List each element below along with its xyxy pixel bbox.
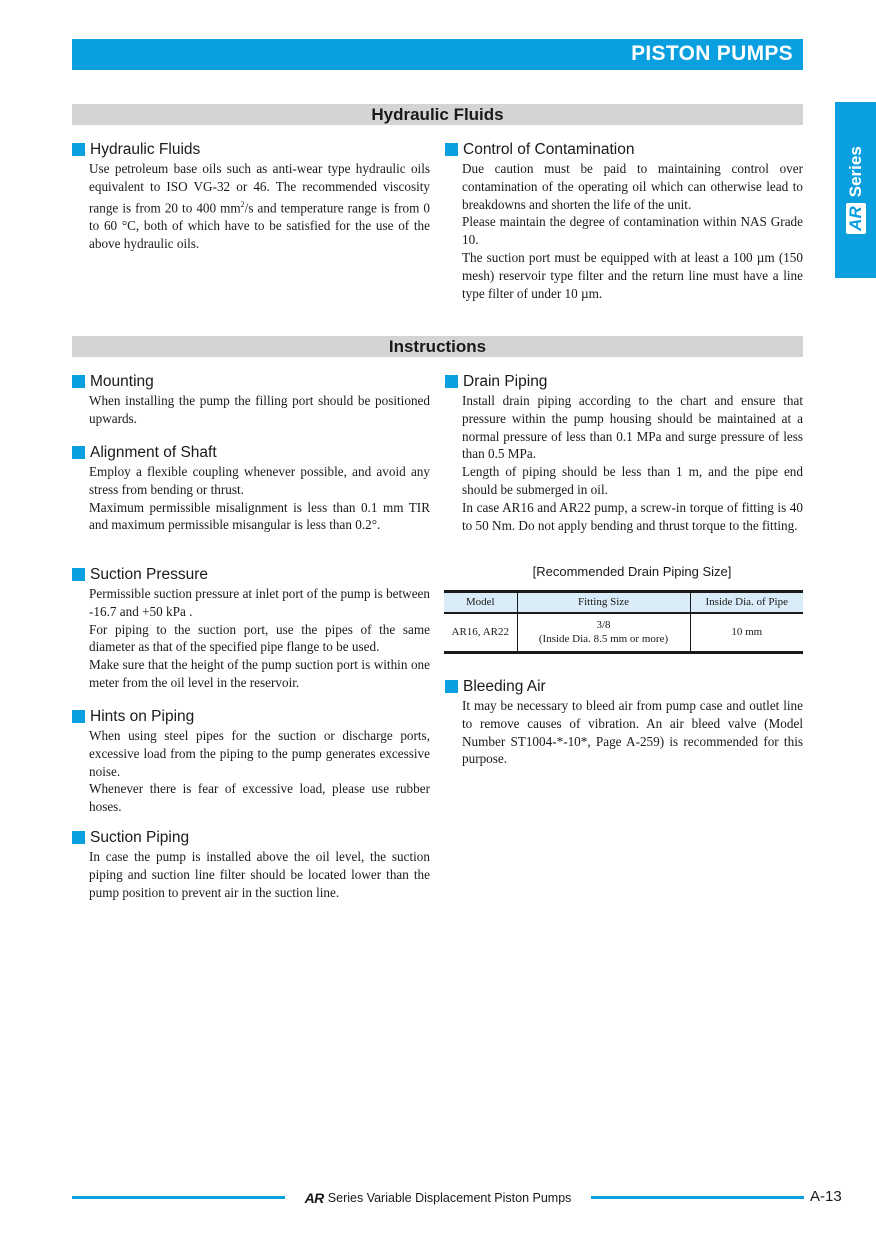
column-header-fitting-size: Fitting Size	[517, 592, 690, 613]
header-bar	[72, 39, 803, 70]
page-number: A-13	[810, 1188, 842, 1205]
paragraph: Make sure that the height of the pump suction port is within one meter from the oil level in the reservoir.	[89, 657, 430, 690]
block-title: Suction Pressure	[72, 565, 430, 584]
paragraph: Permissible suction pressure at inlet port of the pump is between -16.7 and +50 kPa .	[89, 586, 430, 619]
square-bullet-icon	[445, 680, 458, 693]
square-bullet-icon	[445, 143, 458, 156]
square-bullet-icon	[445, 375, 458, 388]
table-header-row	[444, 592, 803, 613]
series-label: Series	[845, 146, 865, 198]
square-bullet-icon	[72, 143, 85, 156]
square-bullet-icon	[72, 710, 85, 723]
square-bullet-icon	[72, 375, 85, 388]
footer-rule-right	[591, 1196, 804, 1199]
suction-pressure-block	[72, 565, 430, 692]
block-title: Bleeding Air	[445, 677, 803, 696]
contamination-block	[445, 140, 803, 302]
table-row	[444, 613, 803, 653]
block-title: Hints on Piping	[72, 707, 430, 726]
paragraph: In case the pump is installed above the oil level, the suction piping and suction line filter should be located lower than the pump position to prevent air in the suction line.	[89, 849, 430, 900]
cell-fitting-size: 3/8 (Inside Dia. 8.5 mm or more)	[517, 613, 690, 653]
hydraulic-fluids-block	[72, 140, 430, 252]
series-side-tab	[835, 102, 876, 278]
block-title: Suction Piping	[72, 828, 430, 847]
ar-logo: AR	[304, 1190, 324, 1206]
paragraph: Maximum permissible misalignment is less than 0.1 mm TIR and maximum permissible misangular is less than 0.2°.	[89, 499, 430, 533]
block-title: Hydraulic Fluids	[72, 140, 430, 159]
paragraph: Whenever there is fear of excessive load, please use rubber hoses.	[89, 781, 430, 815]
square-bullet-icon	[72, 568, 85, 581]
footer-text: Series Variable Displacement Piston Pumps	[327, 1191, 572, 1205]
block-title: Alignment of Shaft	[72, 443, 430, 462]
paragraph: Employ a flexible coupling whenever possible, and avoid any stress from bending or thrust.	[89, 464, 430, 497]
paragraph: In case AR16 and AR22 pump, a screw-in torque of fitting is 40 to 50 Nm. Do not apply bending and thrust torque to the fitting.	[462, 499, 803, 533]
paragraph: Install drain piping according to the chart and ensure that pressure within the pump housing should be maintained at a normal pressure of less than 0.1 MPa and surge pressure of less than 0.5 MPa.	[462, 393, 803, 462]
paragraph: For piping to the suction port, use the pipes of the same diameter as that of the specified pipe flange to be used.	[89, 621, 430, 655]
paragraph: The suction port must be equipped with at least a 100 µm (150 mesh) reservoir type filter and the return line must have a line type filter of under 10 µm.	[462, 249, 803, 301]
paragraph: It may be necessary to bleed air from pump case and outlet line to remove causes of vibration. An air bleed valve (Model Number ST1004-*-10*, Page A-259) is recommended for this purpose.	[462, 698, 803, 767]
paragraph: Length of piping should be less than 1 m, and the pipe end should be submerged in oil.	[462, 464, 803, 497]
footer-rule-left	[72, 1196, 285, 1199]
paragraph: Please maintain the degree of contamination within NAS Grade 10.	[462, 214, 803, 248]
mounting-block	[72, 372, 430, 428]
block-title: Mounting	[72, 372, 430, 391]
column-header-model: Model	[444, 592, 517, 613]
alignment-block	[72, 443, 430, 534]
block-title: Drain Piping	[445, 372, 803, 391]
cell-inside-dia: 10 mm	[690, 613, 803, 653]
section-heading-instructions: Instructions	[72, 336, 803, 357]
hints-on-piping-block	[72, 707, 430, 816]
paragraph: When using steel pipes for the suction or discharge ports, excessive load from the piping to the pump generates excessive noise.	[89, 728, 430, 779]
footer-caption	[287, 1190, 589, 1206]
bleeding-air-block	[445, 677, 803, 768]
table-caption: [Recommended Drain Piping Size]	[532, 564, 732, 579]
paragraph: Due caution must be paid to maintaining control over contamination of the operating oil which can otherwise lead to breakdowns and shorten the life of the unit.	[462, 161, 803, 212]
column-header-inside-dia: Inside Dia. of Pipe	[690, 592, 803, 613]
page-title: PISTON PUMPS	[631, 42, 793, 65]
block-title: Control of Contamination	[445, 140, 803, 159]
paragraph: When installing the pump the filling port should be positioned upwards.	[89, 393, 430, 426]
suction-piping-block	[72, 828, 430, 901]
cell-model: AR16, AR22	[444, 613, 517, 653]
drain-piping-table	[444, 590, 803, 654]
square-bullet-icon	[72, 446, 85, 459]
square-bullet-icon	[72, 831, 85, 844]
ar-logo: AR	[846, 203, 866, 234]
section-heading-hydraulic-fluids: Hydraulic Fluids	[72, 104, 803, 125]
drain-piping-block	[445, 372, 803, 534]
paragraph: Use petroleum base oils such as anti-wear type hydraulic oils equivalent to ISO VG-32 or 46. The recommended viscosity range is from 20 to 400 $mm^2/s$ and temperature range is from 0 to 60 °C, both of which have to be satisfied for the use of the above hydraulic oils.	[89, 161, 430, 251]
